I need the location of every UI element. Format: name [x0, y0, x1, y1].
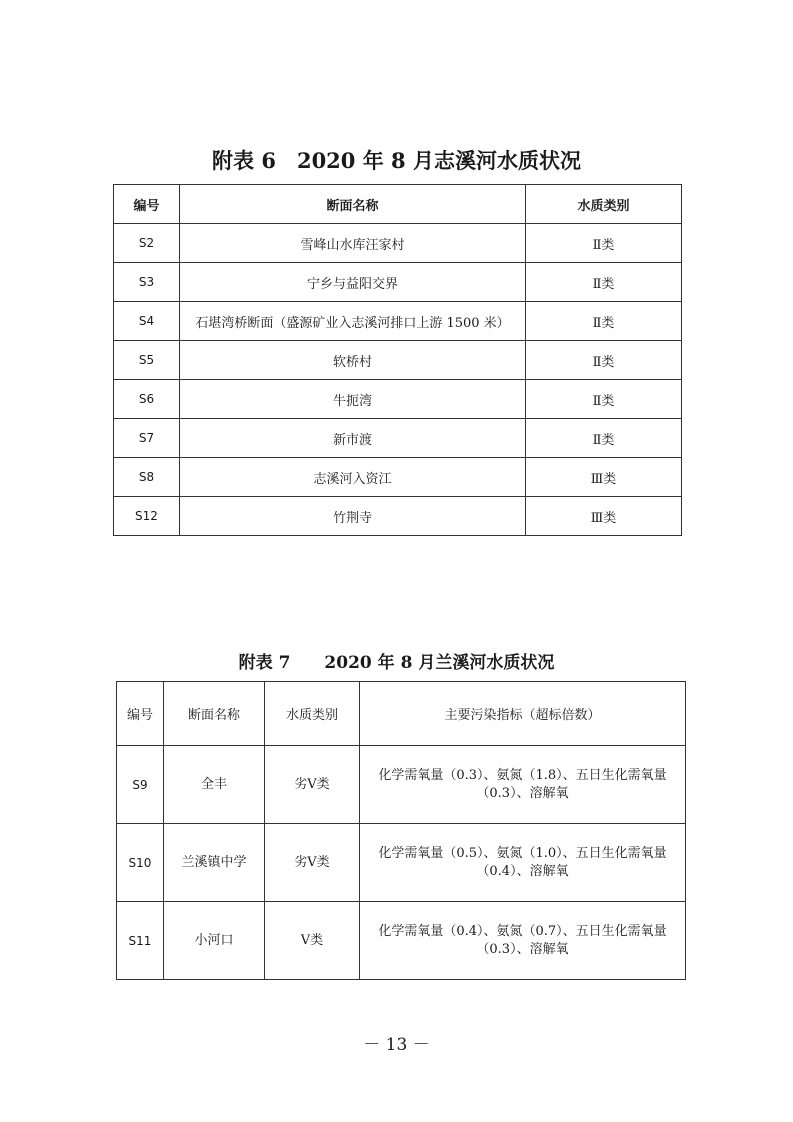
table6-water-quality: [113, 184, 682, 536]
cell-main-pollutants: 化学需氧量（0.4）、氨氮（0.7）、五日生化需氧量（0.3）、溶解氧: [360, 902, 686, 980]
header-section-name: 断面名称: [164, 682, 265, 746]
cell-code: S12: [114, 497, 180, 536]
cell-section-name: 雪峰山水库汪家村: [180, 224, 526, 263]
table-row: [117, 824, 686, 902]
cell-quality-class: Ⅲ类: [526, 497, 682, 536]
table7-water-quality: [116, 681, 686, 980]
cell-quality-class: Ⅴ类: [265, 902, 360, 980]
table-row: [114, 263, 682, 302]
table6-title: 附表 6 2020 年 8 月志溪河水质状况: [212, 148, 581, 173]
cell-main-pollutants: 化学需氧量（0.5）、氨氮（1.0）、五日生化需氧量（0.4）、溶解氧: [360, 824, 686, 902]
cell-section-name: 小河口: [164, 902, 265, 980]
header-code: 编号: [114, 185, 180, 224]
table-row: [114, 497, 682, 536]
table-row: [117, 746, 686, 824]
header-quality-class: 水质类别: [265, 682, 360, 746]
cell-section-name: 全丰: [164, 746, 265, 824]
cell-code: S3: [114, 263, 180, 302]
cell-code: S2: [114, 224, 180, 263]
cell-quality-class: Ⅱ类: [526, 380, 682, 419]
cell-quality-class: 劣Ⅴ类: [265, 824, 360, 902]
cell-quality-class: Ⅱ类: [526, 263, 682, 302]
cell-quality-class: Ⅱ类: [526, 419, 682, 458]
header-section-name: 断面名称: [180, 185, 526, 224]
cell-code: S10: [117, 824, 164, 902]
page-number: － 13 －: [363, 1035, 430, 1055]
header-quality-class: 水质类别: [526, 185, 682, 224]
table-row: [114, 341, 682, 380]
header-main-pollutants: 主要污染指标（超标倍数）: [360, 682, 686, 746]
cell-quality-class: Ⅱ类: [526, 341, 682, 380]
cell-section-name: 竹荆寺: [180, 497, 526, 536]
table-header-row: [117, 682, 686, 746]
cell-section-name: 软桥村: [180, 341, 526, 380]
cell-section-name: 兰溪镇中学: [164, 824, 265, 902]
table-row: [114, 458, 682, 497]
cell-code: S5: [114, 341, 180, 380]
cell-quality-class: Ⅱ类: [526, 302, 682, 341]
header-code: 编号: [117, 682, 164, 746]
cell-code: S8: [114, 458, 180, 497]
table-row: [117, 902, 686, 980]
table7-title: 附表 7 2020 年 8 月兰溪河水质状况: [238, 653, 555, 673]
table-row: [114, 302, 682, 341]
table-row: [114, 380, 682, 419]
cell-code: S11: [117, 902, 164, 980]
table-header-row: [114, 185, 682, 224]
cell-code: S9: [117, 746, 164, 824]
cell-section-name: 志溪河入资江: [180, 458, 526, 497]
table-row: [114, 419, 682, 458]
table-row: [114, 224, 682, 263]
cell-main-pollutants: 化学需氧量（0.3）、氨氮（1.8）、五日生化需氧量（0.3）、溶解氧: [360, 746, 686, 824]
cell-code: S7: [114, 419, 180, 458]
cell-quality-class: Ⅱ类: [526, 224, 682, 263]
cell-section-name: 新市渡: [180, 419, 526, 458]
cell-quality-class: Ⅲ类: [526, 458, 682, 497]
cell-quality-class: 劣Ⅴ类: [265, 746, 360, 824]
cell-code: S6: [114, 380, 180, 419]
cell-section-name: 石堪湾桥断面（盛源矿业入志溪河排口上游 1500 米）: [180, 302, 526, 341]
cell-section-name: 宁乡与益阳交界: [180, 263, 526, 302]
cell-code: S4: [114, 302, 180, 341]
cell-section-name: 牛扼湾: [180, 380, 526, 419]
